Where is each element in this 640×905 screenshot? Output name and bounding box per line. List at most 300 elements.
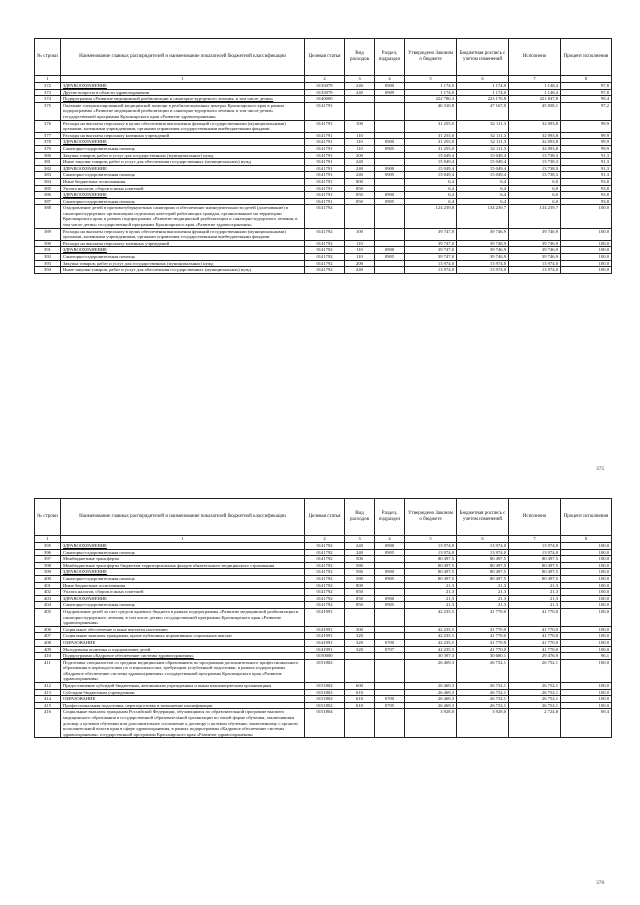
col-number: 1: [61, 76, 305, 83]
row-kind: 580: [345, 569, 375, 576]
row-schedule: 21,3: [457, 589, 509, 596]
row-kind: 850: [345, 198, 375, 205]
row-schedule: 6,4: [457, 185, 509, 192]
col-number: 2: [305, 76, 345, 83]
row-percent: 100,0: [561, 626, 612, 633]
table-row: [35, 639, 612, 646]
row-percent: 100,0: [561, 646, 612, 653]
table-header-row: [35, 39, 612, 76]
row-target: 0151802: [305, 689, 345, 696]
row-target: 0141792: [305, 543, 345, 550]
row-approved: 15 049,4: [405, 159, 457, 166]
col-number: 6: [457, 536, 509, 543]
row-target: 0141791: [305, 165, 345, 172]
row-schedule: 80 497,5: [457, 569, 509, 576]
row-section: 0700: [375, 639, 405, 646]
row-target: 0141791: [305, 102, 345, 120]
row-target: 0151802: [305, 696, 345, 703]
table-row: [35, 267, 612, 274]
row-percent: 100,0: [561, 689, 612, 696]
row-section: [375, 267, 405, 274]
row-target: 0141792: [305, 240, 345, 247]
header-percent: Процент исполнения: [561, 39, 612, 76]
row-section: 0905: [375, 549, 405, 556]
row-section: [375, 260, 405, 267]
row-kind: 850: [345, 602, 375, 609]
row-percent: 100,0: [561, 582, 612, 589]
row-executed: 41 770,0: [509, 633, 561, 640]
row-section: [375, 709, 405, 738]
row-section: 0900: [375, 83, 405, 90]
row-name: Расходы на выплаты персоналу в целях обеспечения выполнения функций государственными (муниципальными) органами, казенными учреждениями, органами управления государственными внебюджетными фондами: [61, 228, 305, 240]
row-number: 384: [35, 178, 61, 185]
col-number: 6: [457, 76, 509, 83]
row-percent: 93,8: [561, 178, 612, 185]
col-number: 4: [375, 76, 405, 83]
row-section: [375, 653, 405, 660]
row-schedule: 21,3: [457, 595, 509, 602]
table-row: [35, 228, 612, 240]
table-row: [35, 626, 612, 633]
table-row: [35, 205, 612, 228]
row-executed: 134 239,7: [509, 205, 561, 228]
row-section: [375, 240, 405, 247]
row-approved: 21,3: [405, 582, 457, 589]
row-number: 381: [35, 159, 61, 166]
row-name-text: ЗДРАВООХРАНЕНИЕ: [63, 165, 107, 171]
row-approved: 21,3: [405, 595, 457, 602]
row-target: 0141792: [305, 595, 345, 602]
table-row: [35, 595, 612, 602]
row-name: Санаторно-оздоровительная помощь: [61, 549, 305, 556]
row-name: [61, 139, 305, 146]
row-approved: 15 049,4: [405, 172, 457, 179]
row-target: 0141991: [305, 633, 345, 640]
row-schedule: 41 770,0: [457, 646, 509, 653]
table-row: [35, 702, 612, 709]
row-number: 374: [35, 96, 61, 103]
row-number: 405: [35, 608, 61, 626]
row-approved: 39 747,0: [405, 254, 457, 261]
row-approved: 42 235,5: [405, 633, 457, 640]
row-name: Профессиональная подготовка, переподготовка и повышение квалификации: [61, 702, 305, 709]
row-executed: 41 770,0: [509, 639, 561, 646]
row-target: 0141791: [305, 172, 345, 179]
row-percent: 100,0: [561, 543, 612, 550]
row-approved: 80 497,5: [405, 556, 457, 563]
row-kind: 610: [345, 696, 375, 703]
table-row: [35, 254, 612, 261]
row-percent: 91,3: [561, 152, 612, 159]
col-number: 4: [375, 536, 405, 543]
row-percent: 93,8: [561, 192, 612, 199]
row-target: 0141991: [305, 639, 345, 646]
row-executed: 6,0: [509, 185, 561, 192]
row-kind: 580: [345, 575, 375, 582]
row-schedule: 30 680,1: [457, 653, 509, 660]
row-approved: 15 049,4: [405, 165, 457, 172]
row-schedule: 15 049,4: [457, 159, 509, 166]
budget-sheet-page-375: [34, 38, 611, 274]
table-row: [35, 240, 612, 247]
row-target: 0141792: [305, 228, 345, 240]
row-executed: 13 974,0: [509, 549, 561, 556]
row-name: Санаторно-оздоровительная помощь: [61, 198, 305, 205]
table-row: [35, 633, 612, 640]
row-section: [375, 132, 405, 139]
row-schedule: 13 974,0: [457, 267, 509, 274]
row-executed: 13 974,0: [509, 543, 561, 550]
row-section: 0900: [375, 165, 405, 172]
row-name: [61, 569, 305, 576]
page-number: 375: [596, 466, 605, 472]
table-row: [35, 562, 612, 569]
row-kind: 800: [345, 582, 375, 589]
row-executed: 1 148,4: [509, 83, 561, 90]
row-target: 0141792: [305, 556, 345, 563]
row-approved: 39 747,0: [405, 247, 457, 254]
row-kind: 300: [345, 626, 375, 633]
row-percent: 99,9: [561, 120, 612, 132]
table-row: [35, 198, 612, 205]
row-percent: 99,4: [561, 96, 612, 103]
row-target: 0151804: [305, 709, 345, 738]
header-section: Раздел, подраздел: [375, 499, 405, 536]
row-percent: 100,0: [561, 602, 612, 609]
row-section: [375, 589, 405, 596]
row-percent: 100,0: [561, 267, 612, 274]
table-row: [35, 96, 612, 103]
header-name: Наименование главных распорядителей и наименование показателей бюджетной классификации: [61, 499, 305, 536]
row-approved: 31 255,0: [405, 132, 457, 139]
row-approved: 26 469,3: [405, 689, 457, 696]
table-row: [35, 247, 612, 254]
row-executed: 26 752,1: [509, 696, 561, 703]
row-target: 0141792: [305, 205, 345, 228]
header-target: Целевая статья: [305, 39, 345, 76]
row-approved: 46 310,8: [405, 102, 457, 120]
table-row: [35, 192, 612, 199]
row-schedule: 1 174,0: [457, 89, 509, 96]
row-section: [375, 556, 405, 563]
row-name: Санаторно-оздоровительная помощь: [61, 145, 305, 152]
row-percent: 100,0: [561, 608, 612, 626]
row-section: 0705: [375, 702, 405, 709]
table-row: [35, 575, 612, 582]
row-section: [375, 120, 405, 132]
row-name: Расходы на выплаты персоналу казенных учреждений: [61, 132, 305, 139]
table-row: [35, 159, 612, 166]
row-percent: 91,3: [561, 172, 612, 179]
row-section: 0900: [375, 543, 405, 550]
row-kind: 110: [345, 254, 375, 261]
row-target: 0151802: [305, 683, 345, 690]
row-section: [375, 159, 405, 166]
row-executed: 80 497,5: [509, 569, 561, 576]
table-row: [35, 165, 612, 172]
row-section: [375, 178, 405, 185]
row-kind: 320: [345, 646, 375, 653]
col-number: 3: [345, 536, 375, 543]
row-number: 388: [35, 205, 61, 228]
row-executed: 21,3: [509, 602, 561, 609]
table-row: [35, 145, 612, 152]
row-name: Санаторно-оздоровительная помощь: [61, 602, 305, 609]
budget-table: [34, 38, 612, 274]
row-name: Иные бюджетные ассигнования: [61, 178, 305, 185]
row-executed: 13 974,0: [509, 260, 561, 267]
row-target: 0141792: [305, 254, 345, 261]
row-percent: 93,8: [561, 198, 612, 205]
row-name: Межбюджетные трансферты: [61, 556, 305, 563]
row-number: 407: [35, 633, 61, 640]
row-schedule: 26 752,1: [457, 689, 509, 696]
row-name-text: Подпрограмма «Развитие медицинской реабилитации и санаторно-курортного лечения, в том числе детям»: [63, 96, 274, 102]
row-name-text: ЗДРАВООХРАНЕНИЕ: [63, 139, 107, 145]
row-number: 373: [35, 89, 61, 96]
row-number: 377: [35, 132, 61, 139]
row-percent: 97,8: [561, 89, 612, 96]
row-approved: 13 974,0: [405, 549, 457, 556]
row-target: 0141792: [305, 582, 345, 589]
row-schedule: 15 049,4: [457, 172, 509, 179]
row-schedule: 32 111,3: [457, 139, 509, 146]
row-section: [375, 562, 405, 569]
row-name: Другие вопросы в области здравоохранения: [61, 89, 305, 96]
row-number: 390: [35, 240, 61, 247]
row-percent: 100,0: [561, 254, 612, 261]
row-target: 0141792: [305, 549, 345, 556]
row-number: 372: [35, 83, 61, 90]
row-number: 397: [35, 556, 61, 563]
row-schedule: 15 049,4: [457, 165, 509, 172]
row-target: 0141792: [305, 569, 345, 576]
row-executed: 26 752,1: [509, 683, 561, 690]
row-approved: 21,3: [405, 602, 457, 609]
table-row: [35, 178, 612, 185]
table-row: [35, 83, 612, 90]
row-target: 0141791: [305, 192, 345, 199]
table-row: [35, 646, 612, 653]
row-name: Закупка товаров, работ и услуг для государственных (муниципальных) нужд: [61, 260, 305, 267]
table-row: [35, 185, 612, 192]
row-section: [375, 96, 405, 103]
row-schedule: 21,3: [457, 602, 509, 609]
row-target: 0141991: [305, 646, 345, 653]
row-section: 0700: [375, 696, 405, 703]
row-number: 408: [35, 639, 61, 646]
row-name: [61, 653, 305, 660]
row-target: 0151802: [305, 659, 345, 682]
row-executed: 32 093,8: [509, 139, 561, 146]
row-approved: 31 255,0: [405, 120, 457, 132]
row-executed: 13 738,3: [509, 172, 561, 179]
row-target: 0141791: [305, 132, 345, 139]
row-executed: 13 738,3: [509, 165, 561, 172]
row-kind: 320: [345, 633, 375, 640]
row-executed: 32 093,8: [509, 145, 561, 152]
row-schedule: 39 746,9: [457, 228, 509, 240]
row-executed: 13 974,0: [509, 267, 561, 274]
row-executed: 21,3: [509, 582, 561, 589]
row-kind: [345, 659, 375, 682]
header-schedule: Бюджетная роспись с учетом изменений: [457, 499, 509, 536]
header-target: Целевая статья: [305, 499, 345, 536]
row-name: Уплата налогов, сборов и иных платежей: [61, 185, 305, 192]
row-name: Иные бюджетные ассигнования: [61, 582, 305, 589]
row-target: 0141791: [305, 185, 345, 192]
row-kind: 110: [345, 247, 375, 254]
row-name-text: ЗДРАВООХРАНЕНИЕ: [63, 192, 107, 198]
col-number: 3: [345, 76, 375, 83]
row-name: Санаторно-оздоровительная помощь: [61, 254, 305, 261]
row-section: 0909: [375, 89, 405, 96]
header-executed: Исполнено: [509, 499, 561, 536]
row-name: Оздоровление детей в противотуберкулезных санаториях и обеспечение жизнедеятельности детей (долечивание) в санаторно-курортных организациях отдельных категорий работающих граждан, организованное на территории Красноярского края, в рамках подпрограммы «Развитие медицинской реабилитации и санаторно-курортного лечения, в том числе детям» государственной программы Красноярского края «Развитие здравоохранения»: [61, 205, 305, 228]
row-name: [61, 192, 305, 199]
row-schedule: 47 167,0: [457, 102, 509, 120]
row-executed: 21,3: [509, 589, 561, 596]
row-schedule: 26 752,1: [457, 696, 509, 703]
row-number: 411: [35, 659, 61, 682]
row-schedule: 13 974,0: [457, 543, 509, 550]
table-row: [35, 689, 612, 696]
header-schedule: Бюджетная роспись с учетом изменений: [457, 39, 509, 76]
row-number: 406: [35, 626, 61, 633]
row-kind: 240: [345, 172, 375, 179]
row-name: Субсидии бюджетным учреждениям: [61, 689, 305, 696]
header-name: Наименование главных распорядителей и наименование показателей бюджетной классификации: [61, 39, 305, 76]
row-target: 0141792: [305, 602, 345, 609]
row-percent: 100,0: [561, 589, 612, 596]
row-schedule: 26 752,1: [457, 683, 509, 690]
row-number: 415: [35, 702, 61, 709]
row-percent: 99,9: [561, 139, 612, 146]
row-section: 0905: [375, 254, 405, 261]
row-section: [375, 683, 405, 690]
row-percent: 100,0: [561, 205, 612, 228]
row-schedule: 6,4: [457, 192, 509, 199]
row-target: 0141792: [305, 575, 345, 582]
row-section: 0900: [375, 595, 405, 602]
row-kind: 110: [345, 240, 375, 247]
row-executed: 6,0: [509, 178, 561, 185]
col-number: 8: [561, 76, 612, 83]
row-name: Расходы на выплаты персоналу в целях обеспечения выполнения функций государственными (муниципальными) органами, казенными учреждениями, органами управления государственными внебюджетными фондами: [61, 120, 305, 132]
row-approved: 31 255,0: [405, 145, 457, 152]
col-number: 1: [61, 536, 305, 543]
row-executed: 26 752,1: [509, 689, 561, 696]
row-executed: 80 497,5: [509, 562, 561, 569]
row-percent: 100,0: [561, 562, 612, 569]
table-row: [35, 582, 612, 589]
row-target: 0135079: [305, 89, 345, 96]
row-kind: [345, 653, 375, 660]
row-target: 0141792: [305, 562, 345, 569]
row-number: 414: [35, 696, 61, 703]
row-approved: 6,4: [405, 178, 457, 185]
row-number: 413: [35, 689, 61, 696]
page-number: 376: [596, 880, 605, 886]
row-percent: 99,9: [561, 132, 612, 139]
table-row: [35, 602, 612, 609]
row-kind: 850: [345, 595, 375, 602]
row-percent: 100,0: [561, 549, 612, 556]
row-percent: 69,4: [561, 709, 612, 738]
header-executed: Исполнено: [509, 39, 561, 76]
table-body: [35, 83, 612, 274]
row-percent: 100,0: [561, 569, 612, 576]
row-approved: 39 747,0: [405, 228, 457, 240]
row-schedule: 39 746,9: [457, 247, 509, 254]
row-kind: [345, 205, 375, 228]
row-name: Санаторно-оздоровительная помощь: [61, 575, 305, 582]
header-num: № строки: [35, 39, 61, 76]
row-executed: 29 476,9: [509, 653, 561, 660]
row-target: 0141791: [305, 152, 345, 159]
row-name: [61, 595, 305, 602]
row-target: 0141792: [305, 589, 345, 596]
row-name: ОБРАЗОВАНИЕ: [61, 696, 305, 703]
row-name: Санаторно-оздоровительная помощь: [61, 172, 305, 179]
row-section: 0905: [375, 172, 405, 179]
table-body: [35, 543, 612, 738]
row-percent: 91,3: [561, 159, 612, 166]
row-target: 0141791: [305, 178, 345, 185]
row-kind: 500: [345, 556, 375, 563]
row-executed: 39 746,9: [509, 240, 561, 247]
row-number: 378: [35, 139, 61, 146]
row-name-text: ЗДРАВООХРАНЕНИЕ: [63, 83, 107, 88]
row-name: Социальное обеспечение и иные выплаты населению: [61, 626, 305, 633]
col-number: 8: [561, 536, 612, 543]
row-schedule: 41 770,0: [457, 639, 509, 646]
row-number: 396: [35, 549, 61, 556]
header-approved: Утверждено Законом о бюджете: [405, 499, 457, 536]
row-percent: 100,0: [561, 659, 612, 682]
row-approved: 42 235,5: [405, 608, 457, 626]
row-name-text: ЗДРАВООХРАНЕНИЕ: [63, 595, 107, 601]
row-section: 0900: [375, 569, 405, 576]
row-kind: [345, 96, 375, 103]
header-kind: Вид расходов: [345, 499, 375, 536]
row-approved: 13 974,0: [405, 260, 457, 267]
row-number: 399: [35, 569, 61, 576]
row-target: 0140000: [305, 96, 345, 103]
row-name: Расходы на выплаты персоналу казенных учреждений: [61, 240, 305, 247]
row-section: [375, 689, 405, 696]
row-name: Иные закупки товаров, работ и услуг для обеспечения государственных (муниципальных) нужд: [61, 267, 305, 274]
row-schedule: 13 974,0: [457, 549, 509, 556]
row-executed: 26 752,1: [509, 702, 561, 709]
col-number: 5: [405, 536, 457, 543]
row-kind: 110: [345, 139, 375, 146]
table-row: [35, 659, 612, 682]
table-row: [35, 589, 612, 596]
row-approved: 13 974,0: [405, 543, 457, 550]
table-row: [35, 89, 612, 96]
row-approved: 6,4: [405, 198, 457, 205]
row-number: 386: [35, 192, 61, 199]
row-name: Социальные выплаты гражданам Российской Федерации, обучающимся по образовательной программе высшего медицинского образования в государственной образовательной организации по очной форме обучения, заключившим договор о целевом обучении или дополнительное соглашение к договору о целевом обучении, заключенному с органом исполнительной власти края в сфере здравоохранения, в рамках подпрограммы «Кадровое обеспечение системы здравоохранения» государственной программы Красноярского края «Развитие здравоохранения»: [61, 709, 305, 738]
table-row: [35, 683, 612, 690]
row-percent: 100,0: [561, 595, 612, 602]
row-schedule: 32 111,3: [457, 120, 509, 132]
row-executed: 32 093,8: [509, 132, 561, 139]
row-number: 383: [35, 172, 61, 179]
row-target: 0141791: [305, 120, 345, 132]
row-percent: 100,0: [561, 247, 612, 254]
